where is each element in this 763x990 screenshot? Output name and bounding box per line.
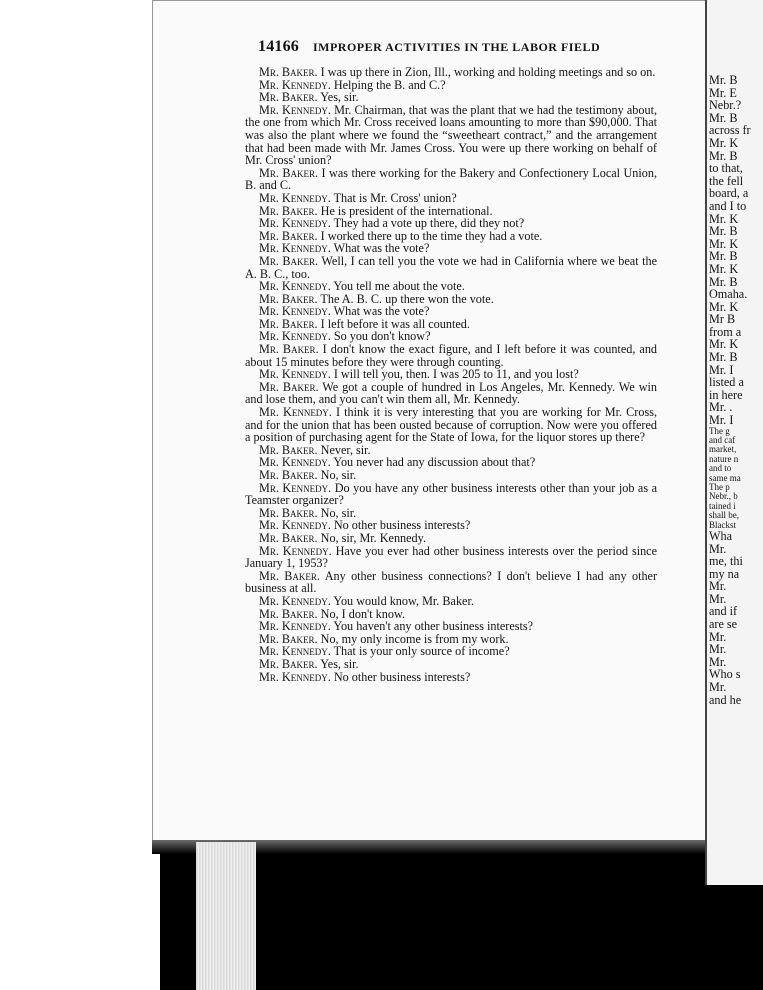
facing-page-line: are se <box>709 617 738 632</box>
speaker-name: Mr. Baker. <box>259 165 319 180</box>
transcript-paragraph <box>245 167 657 192</box>
facing-page-line: Mr. B <box>709 224 738 239</box>
speaker-name: Mr. Baker. <box>259 228 318 243</box>
facing-page-line: Nebr.? <box>709 98 742 113</box>
facing-page-line: The p <box>709 481 730 492</box>
speaker-name: Mr. Kennedy. <box>259 102 331 117</box>
speech-text: I worked there up to the time they had a vote. <box>317 228 543 243</box>
speaker-name: Mr. Baker. <box>259 342 319 357</box>
speaker-name: Mr. Kennedy. <box>259 190 331 205</box>
facing-page-line: The g <box>709 425 730 436</box>
speech-text: No, my only income is from my work. <box>317 631 509 646</box>
speaker-name: Mr. Kennedy. <box>259 241 331 256</box>
speech-text: No other business interests? <box>330 518 471 533</box>
running-head <box>258 38 678 60</box>
facing-page-line: Mr. I <box>709 362 734 377</box>
page-heading: IMPROPER ACTIVITIES IN THE LABOR FIELD <box>312 40 601 54</box>
speaker-name: Mr. Baker. <box>259 606 318 621</box>
facing-page-line: and caf <box>709 435 736 446</box>
facing-page-line: Mr. . <box>709 400 733 415</box>
facing-page-line: Mr. <box>709 680 727 695</box>
speech-text: I was up there in Zion, Ill., working and holding meetings and so on. <box>317 65 656 79</box>
facing-page-line: to that, <box>709 161 743 176</box>
facing-page-line: Mr. <box>709 629 727 644</box>
facing-page-line: Omaha. <box>709 287 748 302</box>
facing-page-line: Nebr., b <box>709 491 738 502</box>
transcript-paragraph <box>245 406 657 444</box>
facing-page-line: Mr. E <box>709 85 737 100</box>
facing-page-line: Mr. K <box>709 299 739 314</box>
speaker-name: Mr. Kennedy. <box>259 304 331 319</box>
speaker-name: Mr. Kennedy. <box>259 619 331 634</box>
speaker-name: Mr. Baker. <box>259 568 320 583</box>
speaker-name: Mr. Baker. <box>259 253 319 268</box>
speaker-name: Mr. Kennedy. <box>259 518 331 533</box>
speech-text: What was the vote? <box>330 241 430 256</box>
facing-page-line: Who s <box>709 667 741 682</box>
speech-text: You would know, Mr. Baker. <box>330 593 474 608</box>
speech-text: No, I don't know. <box>317 606 405 621</box>
speech-text: That is Mr. Cross' union? <box>330 190 457 205</box>
facing-page-line: Mr. B <box>709 350 738 365</box>
transcript-paragraph <box>245 671 657 684</box>
facing-page-line: me, thi <box>709 554 743 569</box>
speech-text: Any other business connections? I don't believe I had any other business at all. <box>245 568 658 596</box>
facing-page-line: Mr. K <box>709 261 739 276</box>
facing-page-line: listed a <box>709 375 744 390</box>
speech-text: No, sir, Mr. Kennedy. <box>317 530 427 545</box>
facing-page-line: and I to <box>709 198 747 213</box>
facing-page-line: across fr <box>709 123 751 138</box>
speech-text: We got a couple of hundred in Los Angeles, Mr. Kennedy. We win and lose them, and you can't win them all, Mr. Kennedy. <box>245 379 657 407</box>
speech-text: He is president of the international. <box>317 203 493 218</box>
facing-page-line: in here <box>709 387 743 402</box>
speaker-name: Mr. Baker. <box>259 656 318 671</box>
facing-page-line: Mr. <box>709 642 727 657</box>
facing-page-line: nature n <box>709 453 739 464</box>
speech-text: You tell me about the vote. <box>330 279 465 294</box>
facing-page-line: my na <box>709 566 740 581</box>
speech-text: I don't know the exact figure, and I left before it was counted, and about 15 minutes before they were through counting. <box>245 342 658 369</box>
speaker-name: Mr. Baker. <box>259 316 318 331</box>
speech-text: No, sir. <box>317 468 357 482</box>
speech-text: Yes, sir. <box>317 656 359 671</box>
facing-page-line: Mr. B <box>709 148 738 163</box>
speech-text: I will tell you, then. I was 205 to 11, and you lost? <box>330 367 579 382</box>
speech-text: Never, sir. <box>317 442 371 457</box>
speaker-name: Mr. Baker. <box>259 65 318 79</box>
transcript-paragraph <box>245 381 657 406</box>
speech-text: That is your only source of income? <box>330 644 510 659</box>
page-number: 14166 <box>258 38 299 55</box>
facing-page-line: Mr. K <box>709 236 739 251</box>
speaker-name: Mr. Kennedy. <box>259 543 332 558</box>
facing-page-line: Mr. <box>709 579 727 594</box>
speaker-name: Mr. Kennedy. <box>259 216 331 231</box>
speaker-name: Mr. Baker. <box>259 505 318 520</box>
transcript-paragraph <box>245 482 657 507</box>
facing-page-line: board, a <box>709 186 749 201</box>
speaker-name: Mr. Kennedy. <box>259 669 331 684</box>
facing-page-line: Wha <box>709 528 733 543</box>
speech-text: You haven't any other business interests? <box>330 619 534 634</box>
speech-text: You never had any discussion about that? <box>330 455 536 470</box>
facing-page-line: the fell <box>709 173 744 188</box>
speech-text: I left before it was all counted. <box>317 316 470 331</box>
facing-page-line: Mr. <box>709 591 727 606</box>
facing-page-line: and he <box>709 692 742 707</box>
speaker-name: Mr. Kennedy. <box>259 279 331 294</box>
speaker-name: Mr. Baker. <box>259 530 318 545</box>
speaker-name: Mr. Baker. <box>259 90 318 105</box>
facing-page-line: Mr. K <box>709 211 739 226</box>
facing-page-line: Mr. <box>709 541 727 556</box>
facing-page-line: from a <box>709 324 742 339</box>
speaker-name: Mr. Kennedy. <box>259 593 331 608</box>
speaker-name: Mr. Kennedy. <box>259 329 331 344</box>
speech-text: Do you have any other business interests other than your job as a Teamster organizer? <box>245 480 657 508</box>
facing-page-line: and if <box>709 604 738 619</box>
scan-left-margin <box>0 0 160 990</box>
speech-text: What was the vote? <box>330 304 430 319</box>
speaker-name: Mr. Kennedy. <box>259 455 331 470</box>
speech-text: I was there working for the Bakery and Confectionery Local Union, B. and C. <box>245 165 657 193</box>
facing-page-line: Blackst <box>709 519 736 530</box>
speaker-name: Mr. Kennedy. <box>259 367 331 382</box>
facing-page-line: and to <box>709 463 732 474</box>
speaker-name: Mr. Kennedy. <box>259 644 331 659</box>
facing-page-line: shall be, <box>709 510 739 521</box>
speaker-name: Mr. Baker. <box>259 442 318 457</box>
facing-page-line: Mr. B <box>709 249 738 264</box>
speech-text: Yes, sir. <box>317 90 359 105</box>
facing-page-line: Mr. B <box>709 73 738 87</box>
transcript-paragraph <box>245 570 657 595</box>
speaker-name: Mr. Baker. <box>259 468 318 482</box>
speech-text: So you don't know? <box>330 329 431 344</box>
facing-page-line: Mr. K <box>709 337 739 352</box>
facing-page-line: Mr. I <box>709 413 734 428</box>
facing-page-line: Mr B <box>709 312 736 327</box>
speech-text: Mr. Chairman, that was the plant that we had the testimony about, the one from which Mr. Cross received loans amounting to more than $90,000. That was also the plant where we found the “sweetheart contract,” and the arrangement that had been made with Mr. James Cross. You were up there working on behalf of Mr. Cross' union? <box>245 102 657 168</box>
facing-page-line: tained i <box>709 500 736 511</box>
speech-text: I think it is very interesting that you are working for Mr. Cross, and for the union that has been ousted because of corruption. Now were you offered a position of purchasing agent for the State of Iowa, for the liquor stores up there? <box>245 405 657 445</box>
facing-page-line: same ma <box>709 472 741 483</box>
binding-strip <box>196 842 256 990</box>
facing-page-text <box>709 74 763 706</box>
transcript-paragraph <box>245 545 657 570</box>
facing-page-line: Mr. B <box>709 274 738 289</box>
speaker-name: Mr. Baker. <box>259 631 318 646</box>
speech-text: They had a vote up there, did they not? <box>330 216 525 231</box>
speech-text: Well, I can tell you the vote we had in California where we beat the A. B. C., too. <box>245 253 657 281</box>
speech-text: No other business interests? <box>330 669 471 684</box>
speaker-name: Mr. Kennedy. <box>259 480 332 495</box>
speaker-name: Mr. Baker. <box>259 291 318 306</box>
speech-text: Helping the B. and C.? <box>330 77 446 92</box>
speech-text: Have you ever had other business interests over the period since January 1, 1953? <box>245 543 658 571</box>
transcript-body <box>245 66 657 683</box>
speech-text: The A. B. C. up there won the vote. <box>317 291 494 306</box>
facing-page-line: Mr. <box>709 654 727 669</box>
facing-page <box>705 0 763 885</box>
transcript-paragraph <box>245 104 657 167</box>
speaker-name: Mr. Baker. <box>259 203 318 218</box>
facing-page-line: Mr. B <box>709 110 738 125</box>
facing-page-line: Mr. K <box>709 135 739 150</box>
transcript-paragraph <box>245 255 657 280</box>
transcript-paragraph <box>245 343 657 368</box>
speaker-name: Mr. Kennedy. <box>259 405 332 420</box>
speaker-name: Mr. Kennedy. <box>259 77 331 92</box>
facing-page-line: market, <box>709 444 737 455</box>
speaker-name: Mr. Baker. <box>259 379 319 394</box>
speech-text: No, sir. <box>317 505 357 520</box>
